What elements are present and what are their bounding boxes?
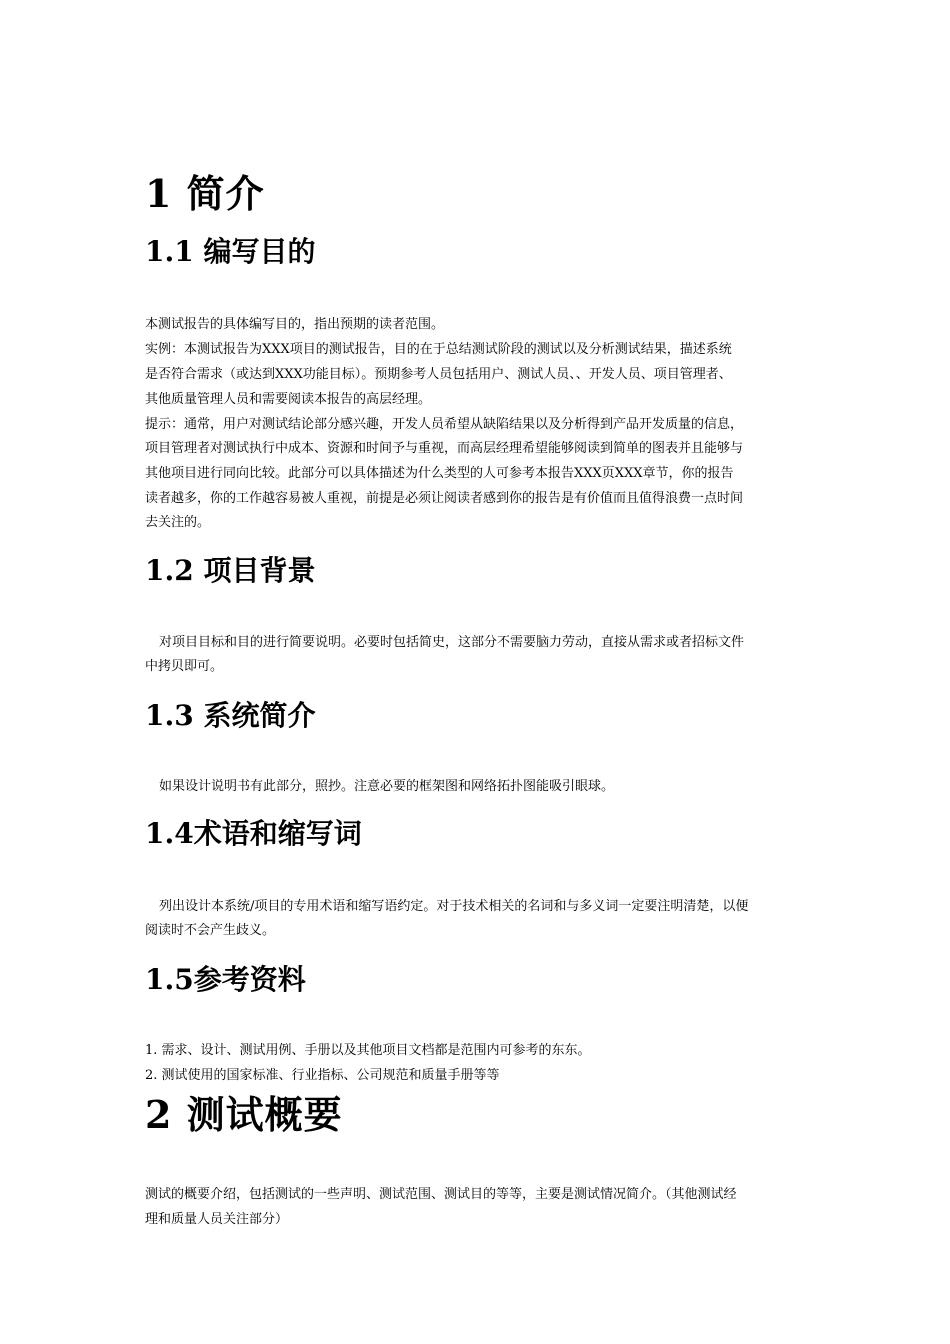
list-item: 2. 测试使用的国家标准、行业指标、公司规范和质量手册等等 bbox=[145, 1068, 500, 1083]
paragraph-line: 本测试报告的具体编写目的，指出预期的读者范围。 bbox=[145, 317, 445, 332]
heading-1-2-background: 1.2 项目背景 bbox=[145, 554, 316, 587]
heading-1-intro: 1 简介 bbox=[145, 171, 265, 216]
heading-1-3-system-overview: 1.3 系统简介 bbox=[145, 699, 316, 732]
paragraph-line: 实例：本测试报告为XXX项目的测试报告，目的在于总结测试阶段的测试以及分析测试结果，描述系统 bbox=[145, 342, 732, 357]
paragraph-line: 其他质量管理人员和需要阅读本报告的高层经理。 bbox=[145, 392, 432, 407]
paragraph-line: 阅读时不会产生歧义。 bbox=[145, 923, 276, 938]
paragraph-line: 对项目目标和目的进行简要说明。必要时包括简史，这部分不需要脑力劳动，直接从需求或者招标文件 bbox=[159, 635, 745, 650]
list-item: 1. 需求、设计、测试用例、手册以及其他项目文档都是范围内可参考的东东。 bbox=[145, 1043, 591, 1058]
paragraph-line: 理和质量人员关注部分） bbox=[145, 1212, 289, 1227]
paragraph-line: 去关注的。 bbox=[145, 515, 211, 530]
paragraph-line: 项目管理者对测试执行中成本、资源和时间予与重视，而高层经理希望能够阅读到简单的图表并且能够与 bbox=[145, 441, 744, 456]
paragraph-line: 如果设计说明书有此部分，照抄。注意必要的框架图和网络拓扑图能吸引眼球。 bbox=[159, 779, 615, 794]
paragraph-line: 其他项目进行同向比较。此部分可以具体描述为什么类型的人可参考本报告XXX页XXX章节，你的报告 bbox=[145, 466, 734, 481]
heading-1-5-references: 1.5参考资料 bbox=[145, 963, 306, 996]
heading-1-4-terms: 1.4术语和缩写词 bbox=[145, 817, 362, 850]
paragraph-line: 中拷贝即可。 bbox=[145, 659, 224, 674]
heading-1-1-purpose: 1.1 编写目的 bbox=[145, 235, 316, 268]
paragraph-line: 测试的概要介绍，包括测试的一些声明、测试范围、测试目的等等，主要是测试情况简介。（其他测试经 bbox=[145, 1187, 737, 1202]
paragraph-line: 是否符合需求（或达到XXX功能目标）。预期参考人员包括用户、测试人员、、开发人员、项目管理者、 bbox=[145, 367, 732, 382]
heading-2-test-summary: 2 测试概要 bbox=[145, 1092, 343, 1137]
paragraph-line: 读者越多，你的工作越容易被人重视，前提是必须让阅读者感到你的报告是有价值而且值得浪费一点时间 bbox=[145, 491, 744, 506]
paragraph-line: 提示：通常，用户对测试结论部分感兴趣，开发人员希望从缺陷结果以及分析得到产品开发质量的信息， bbox=[145, 417, 744, 432]
paragraph-line: 列出设计本系统/项目的专用术语和缩写语约定。对于技术相关的名词和与多义词一定要注明清楚，以便 bbox=[159, 899, 749, 914]
